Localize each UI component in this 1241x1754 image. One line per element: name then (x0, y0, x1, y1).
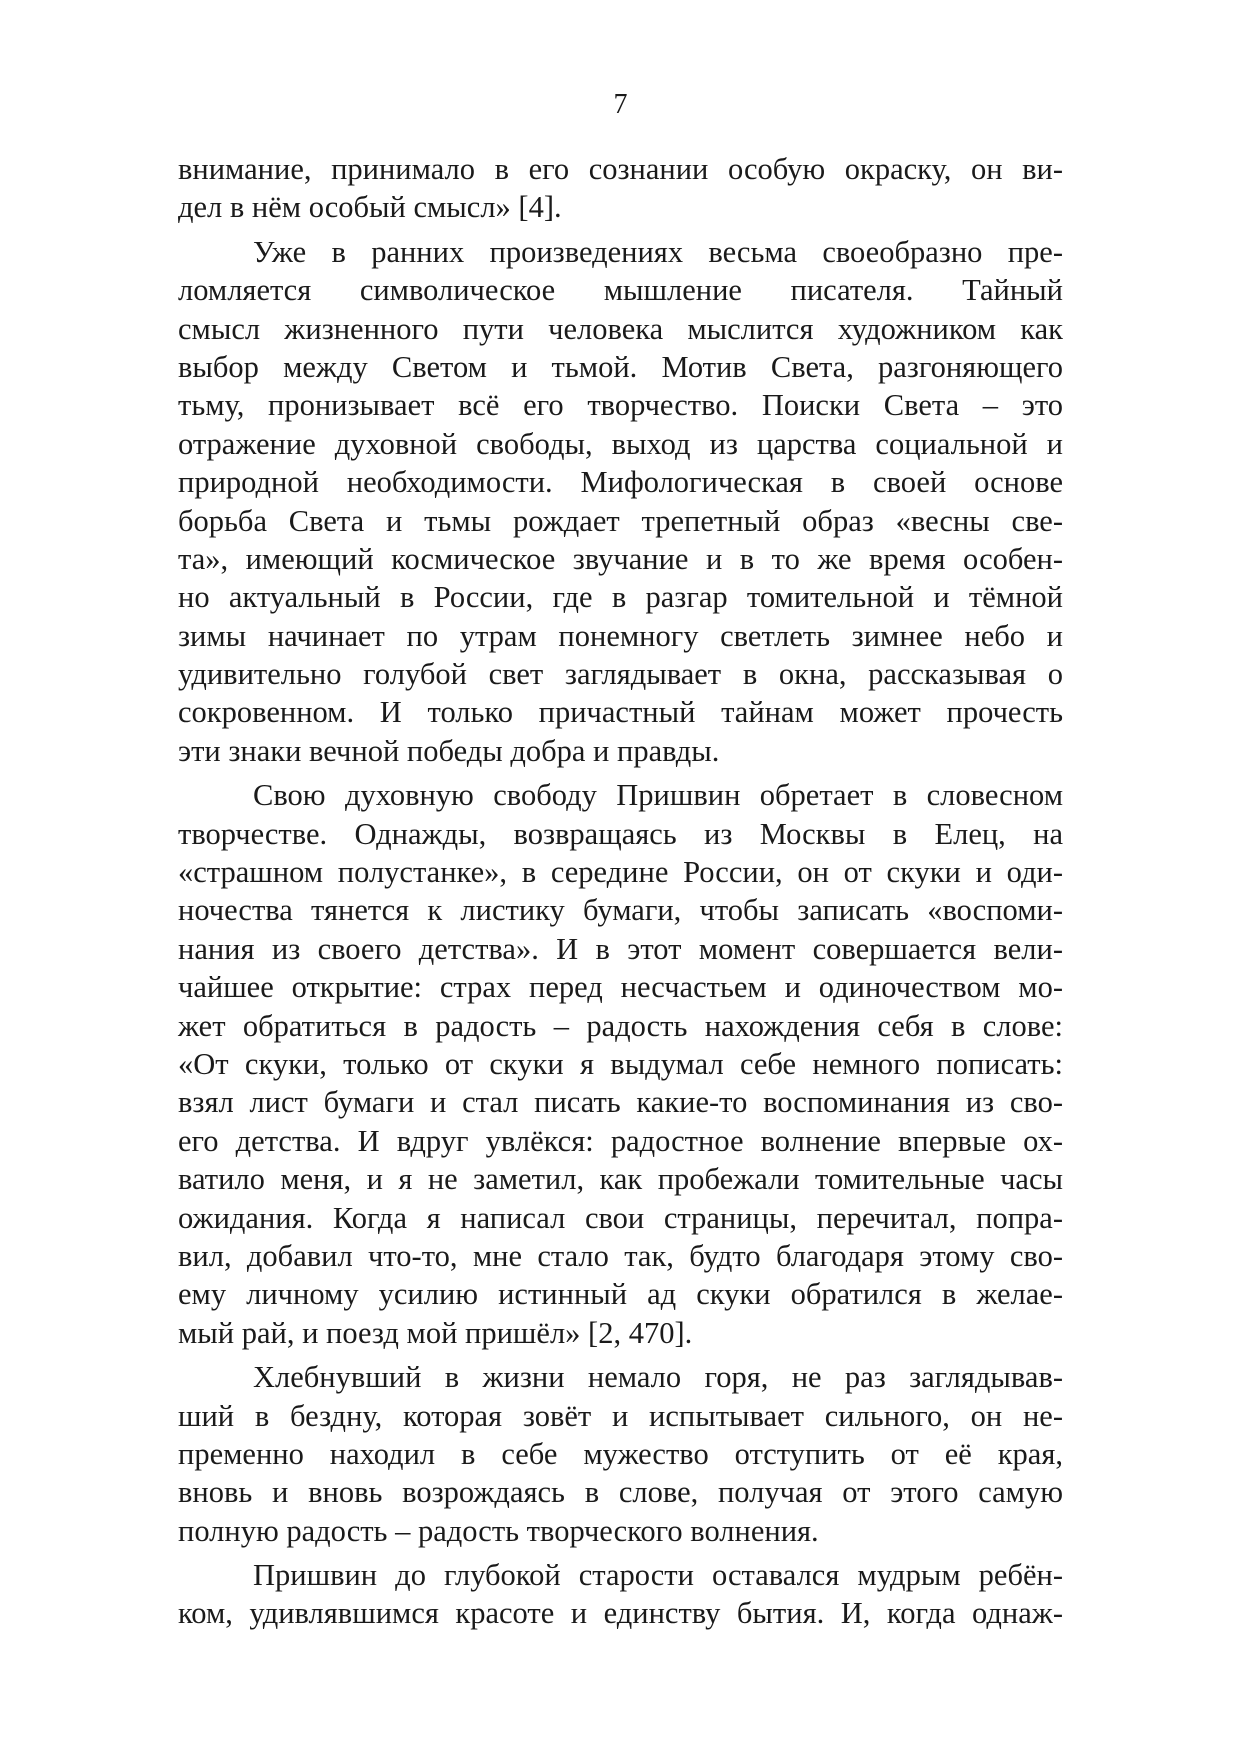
text-line: отражение духовной свободы, выход из царства социальной и (178, 426, 1063, 461)
paragraph (178, 776, 1063, 1352)
text-line: ший в бездну, которая зовёт и испытывает сильного, он не- (178, 1398, 1063, 1433)
text-line: вил, добавил что-то, мне стало так, будто благодаря этому сво- (178, 1238, 1063, 1273)
text-line: мый рай, и поезд мой пришёл» [2, 470]. (178, 1315, 693, 1350)
page-number: 7 (613, 89, 628, 120)
text-line: «От скуки, только от скуки я выдумал себе немного пописать: (178, 1046, 1063, 1081)
text-line: нания из своего детства». И в этот момент совершается вели- (178, 931, 1063, 966)
text-line: пременно находил в себе мужество отступить от её края, (178, 1436, 1063, 1471)
text-line: природной необходимости. Мифологическая в своей основе (178, 465, 1063, 500)
text-line: Хлебнувший в жизни немало горя, не раз заглядывав- (253, 1360, 1063, 1395)
text-line: «страшном полустанке», в середине России, он от скуки и оди- (178, 855, 1063, 890)
paragraph (178, 233, 1063, 770)
text-line: выбор между Светом и тьмой. Мотив Света, разгоняющего (178, 349, 1063, 384)
text-line: ком, удивлявшимся красоте и единству бытия. И, когда однаж- (178, 1596, 1063, 1631)
text-line: Пришвин до глубокой старости оставался мудрым ребён- (253, 1558, 1063, 1593)
text-line: удивительно голубой свет заглядывает в окна, рассказывая о (178, 657, 1063, 692)
text-line: тьму, пронизывает всё его творчество. Поиски Света – это (178, 388, 1063, 423)
text-line: чайшее открытие: страх перед несчастьем и одиночеством мо- (178, 970, 1063, 1005)
text-line: ломляется символическое мышление писателя. Тайный (178, 273, 1063, 308)
text-line: внимание, принимало в его сознании особую окраску, он ви- (178, 152, 1063, 186)
text-line: борьба Света и тьмы рождает трепетный образ «весны све- (178, 503, 1063, 538)
text-line: Свою духовную свободу Пришвин обретает в словесном (253, 778, 1063, 813)
text-line: ночества тянется к листику бумаги, чтобы записать «воспоми- (178, 893, 1063, 928)
text-line: ватило меня, и я не заметил, как пробежали томительные часы (178, 1162, 1063, 1197)
text-line: сокровенном. И только причастный тайнам может прочесть (178, 695, 1063, 730)
text-line: жет обратиться в радость – радость нахождения себя в слове: (178, 1008, 1063, 1043)
text-line: эти знаки вечной победы добра и правды. (178, 733, 720, 768)
paragraph (178, 1556, 1063, 1633)
body-text (178, 150, 1063, 1633)
text-line: ему личному усилию истинный ад скуки обратился в желае- (178, 1277, 1063, 1312)
text-line: взял лист бумаги и стал писать какие-то воспоминания из сво- (178, 1085, 1063, 1120)
text-line: та», имеющий космическое звучание и в то же время особен- (178, 541, 1063, 576)
text-line: его детства. И вдруг увлёкся: радостное волнение впервые ох- (178, 1123, 1063, 1158)
text-line: творчестве. Однажды, возвращаясь из Москвы в Елец, на (178, 816, 1063, 851)
text-line: смысл жизненного пути человека мыслится художником как (178, 311, 1063, 346)
text-line: вновь и вновь возрождаясь в слове, получая от этого самую (178, 1475, 1063, 1510)
text-line: Уже в ранних произведениях весьма своеобразно пре- (253, 234, 1063, 269)
text-line: дел в нём особый смысл» [4]. (178, 190, 562, 225)
paragraph (178, 150, 1063, 227)
text-line: но актуальный в России, где в разгар томительной и тёмной (178, 580, 1063, 615)
text-line: зимы начинает по утрам понемногу светлеть зимнее небо и (178, 618, 1063, 653)
text-line: полную радость – радость творческого волнения. (178, 1513, 819, 1548)
paragraph (178, 1358, 1063, 1550)
text-line: ожидания. Когда я написал свои страницы, перечитал, попра- (178, 1200, 1063, 1235)
